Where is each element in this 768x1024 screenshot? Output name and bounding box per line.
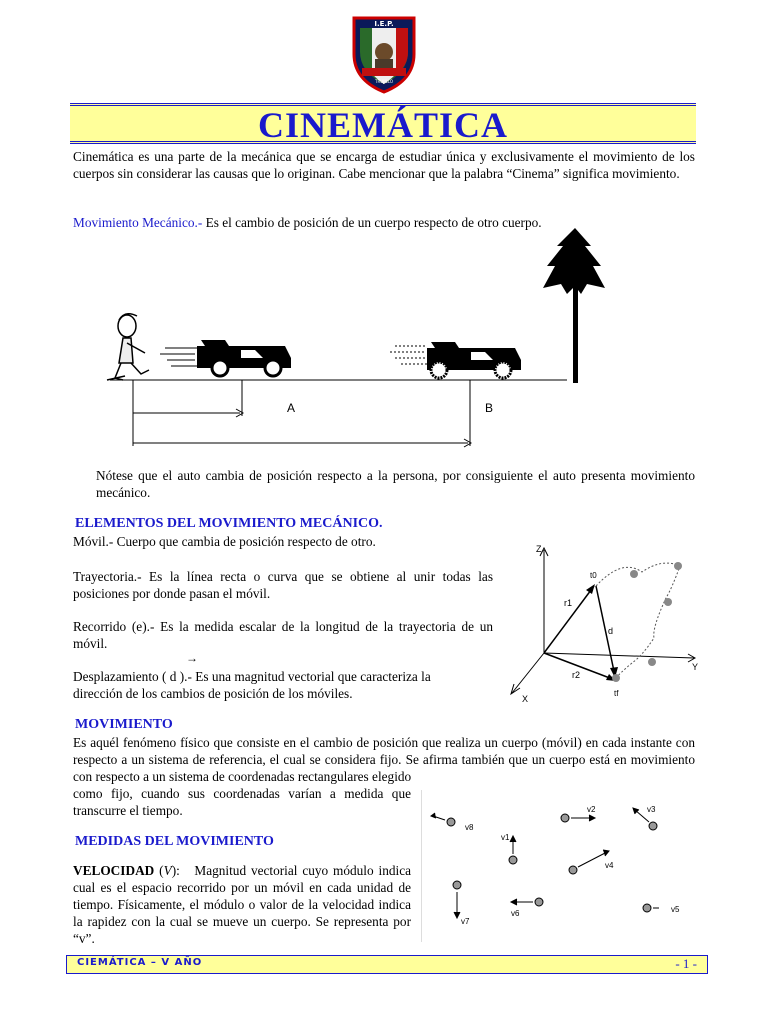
trayectoria-definition: Trayectoria.- Es la línea recta o curva que se obtiene al unir todas las posiciones por donde pasan el móvil. <box>73 569 493 601</box>
page-number: - 1 - <box>675 956 697 971</box>
logo-bottom-text: TRUJILLO <box>375 79 393 84</box>
note-paragraph: Nótese que el auto cambia de posición respecto a la persona, por consiguiente el auto presenta movimiento mecánico. <box>96 468 695 500</box>
v1-label: v1 <box>501 833 510 842</box>
elementos-heading: ELEMENTOS DEL MOVIMIENTO MECÁNICO. <box>75 516 383 531</box>
movimiento-paragraph: Es aquél fenómeno físico que consiste en el cambio de posición que realiza un cuerpo (móvil) en cada instante con respecto a un sistema de referencia, el cual se considera fijo. Se afirma también que un cuerpo está en movimiento con respecto a un sistema de coordenadas rectangulares elegido <box>73 735 695 784</box>
figure-car-motion <box>105 228 605 458</box>
v5-label: v5 <box>671 905 680 914</box>
d-label: d <box>608 626 614 636</box>
tree-icon <box>543 228 605 383</box>
axis-z-label: Z <box>536 544 542 554</box>
velocidad-text: Magnitud vectorial cuyo módulo indica cual es el espacio recorrido por un móvil en cada unidad de tiempo. Físicamente, el módulo o valor de la velocidad indica la rapidez con la cual se mueve un cuerpo. Se representa por “v”. <box>73 863 411 946</box>
mov-mecanico-text: Es el cambio de posición de un cuerpo respecto de otro cuerpo. <box>202 215 542 230</box>
tf-label: tf <box>614 689 619 698</box>
person-icon <box>107 314 149 380</box>
label-b: B <box>485 401 494 415</box>
footer-course-label: CIEMÁTICA – V AÑO <box>77 957 203 968</box>
v3-label: v3 <box>647 805 656 814</box>
figure-velocity-vectors <box>421 790 703 942</box>
desplazamiento-line2: dirección de los cambios de posición de los móviles. <box>73 686 353 701</box>
movil-definition: Móvil.- Cuerpo que cambia de posición respecto de otro. <box>73 534 376 549</box>
velocidad-label: VELOCIDAD <box>73 863 155 878</box>
movimiento-heading: MOVIMIENTO <box>75 717 173 732</box>
medidas-heading: MEDIDAS DEL MOVIMIENTO <box>75 834 274 849</box>
car-icon-a <box>160 340 291 376</box>
v2-label: v2 <box>587 805 596 814</box>
title-banner <box>70 103 696 144</box>
velocidad-paragraph: VELOCIDAD (V): Magnitud vectorial cuyo módulo indica cual es el espacio recorrido por un móvil en cada unidad de tiempo. Físicamente, el módulo o valor de la velocidad indica la rapidez con la cual se mueve un cuerpo. Se representa por “v”. <box>73 863 411 946</box>
logo-top-text: I.E.P. <box>374 20 394 28</box>
axis-y-label: Y <box>692 662 699 672</box>
intro-paragraph: Cinemática es una parte de la mecánica que se encarga de estudiar única y exclusivamente el movimiento de los cuerpos sin considerar las causas que lo originan. Cabe mencionar que la palabra “Cinema” significa movimiento. <box>73 149 695 181</box>
car-icon-b <box>390 342 521 378</box>
mov-mecanico-label: Movimiento Mecánico.- <box>73 215 203 230</box>
t0-label: t0 <box>590 571 597 580</box>
page-title: CINEMÁTICA <box>257 105 508 145</box>
figure-position-vectors <box>502 538 702 708</box>
r2-label: r2 <box>572 670 581 680</box>
label-a: A <box>287 401 296 415</box>
r1-label: r1 <box>564 598 573 608</box>
page-footer <box>66 955 708 974</box>
v7-label: v7 <box>461 917 470 926</box>
v6-label: v6 <box>511 909 520 918</box>
v8-label: v8 <box>465 823 474 832</box>
movimiento-paragraph-cont: como fijo, cuando sus coordenadas varían a medida que transcurre el tiempo. <box>73 786 411 818</box>
vector-arrow-icon: → <box>186 651 198 665</box>
recorrido-definition: Recorrido (e).- Es la medida escalar de la longitud de la trayectoria de un móvil. <box>73 619 493 651</box>
desplazamiento-line1: Desplazamiento ( d ).- Es una magnitud vectorial que caracteriza la <box>73 669 431 684</box>
v4-label: v4 <box>605 861 614 870</box>
velocidad-symbol: V <box>163 863 172 878</box>
school-logo <box>350 14 418 94</box>
axis-x-label: X <box>522 694 529 704</box>
